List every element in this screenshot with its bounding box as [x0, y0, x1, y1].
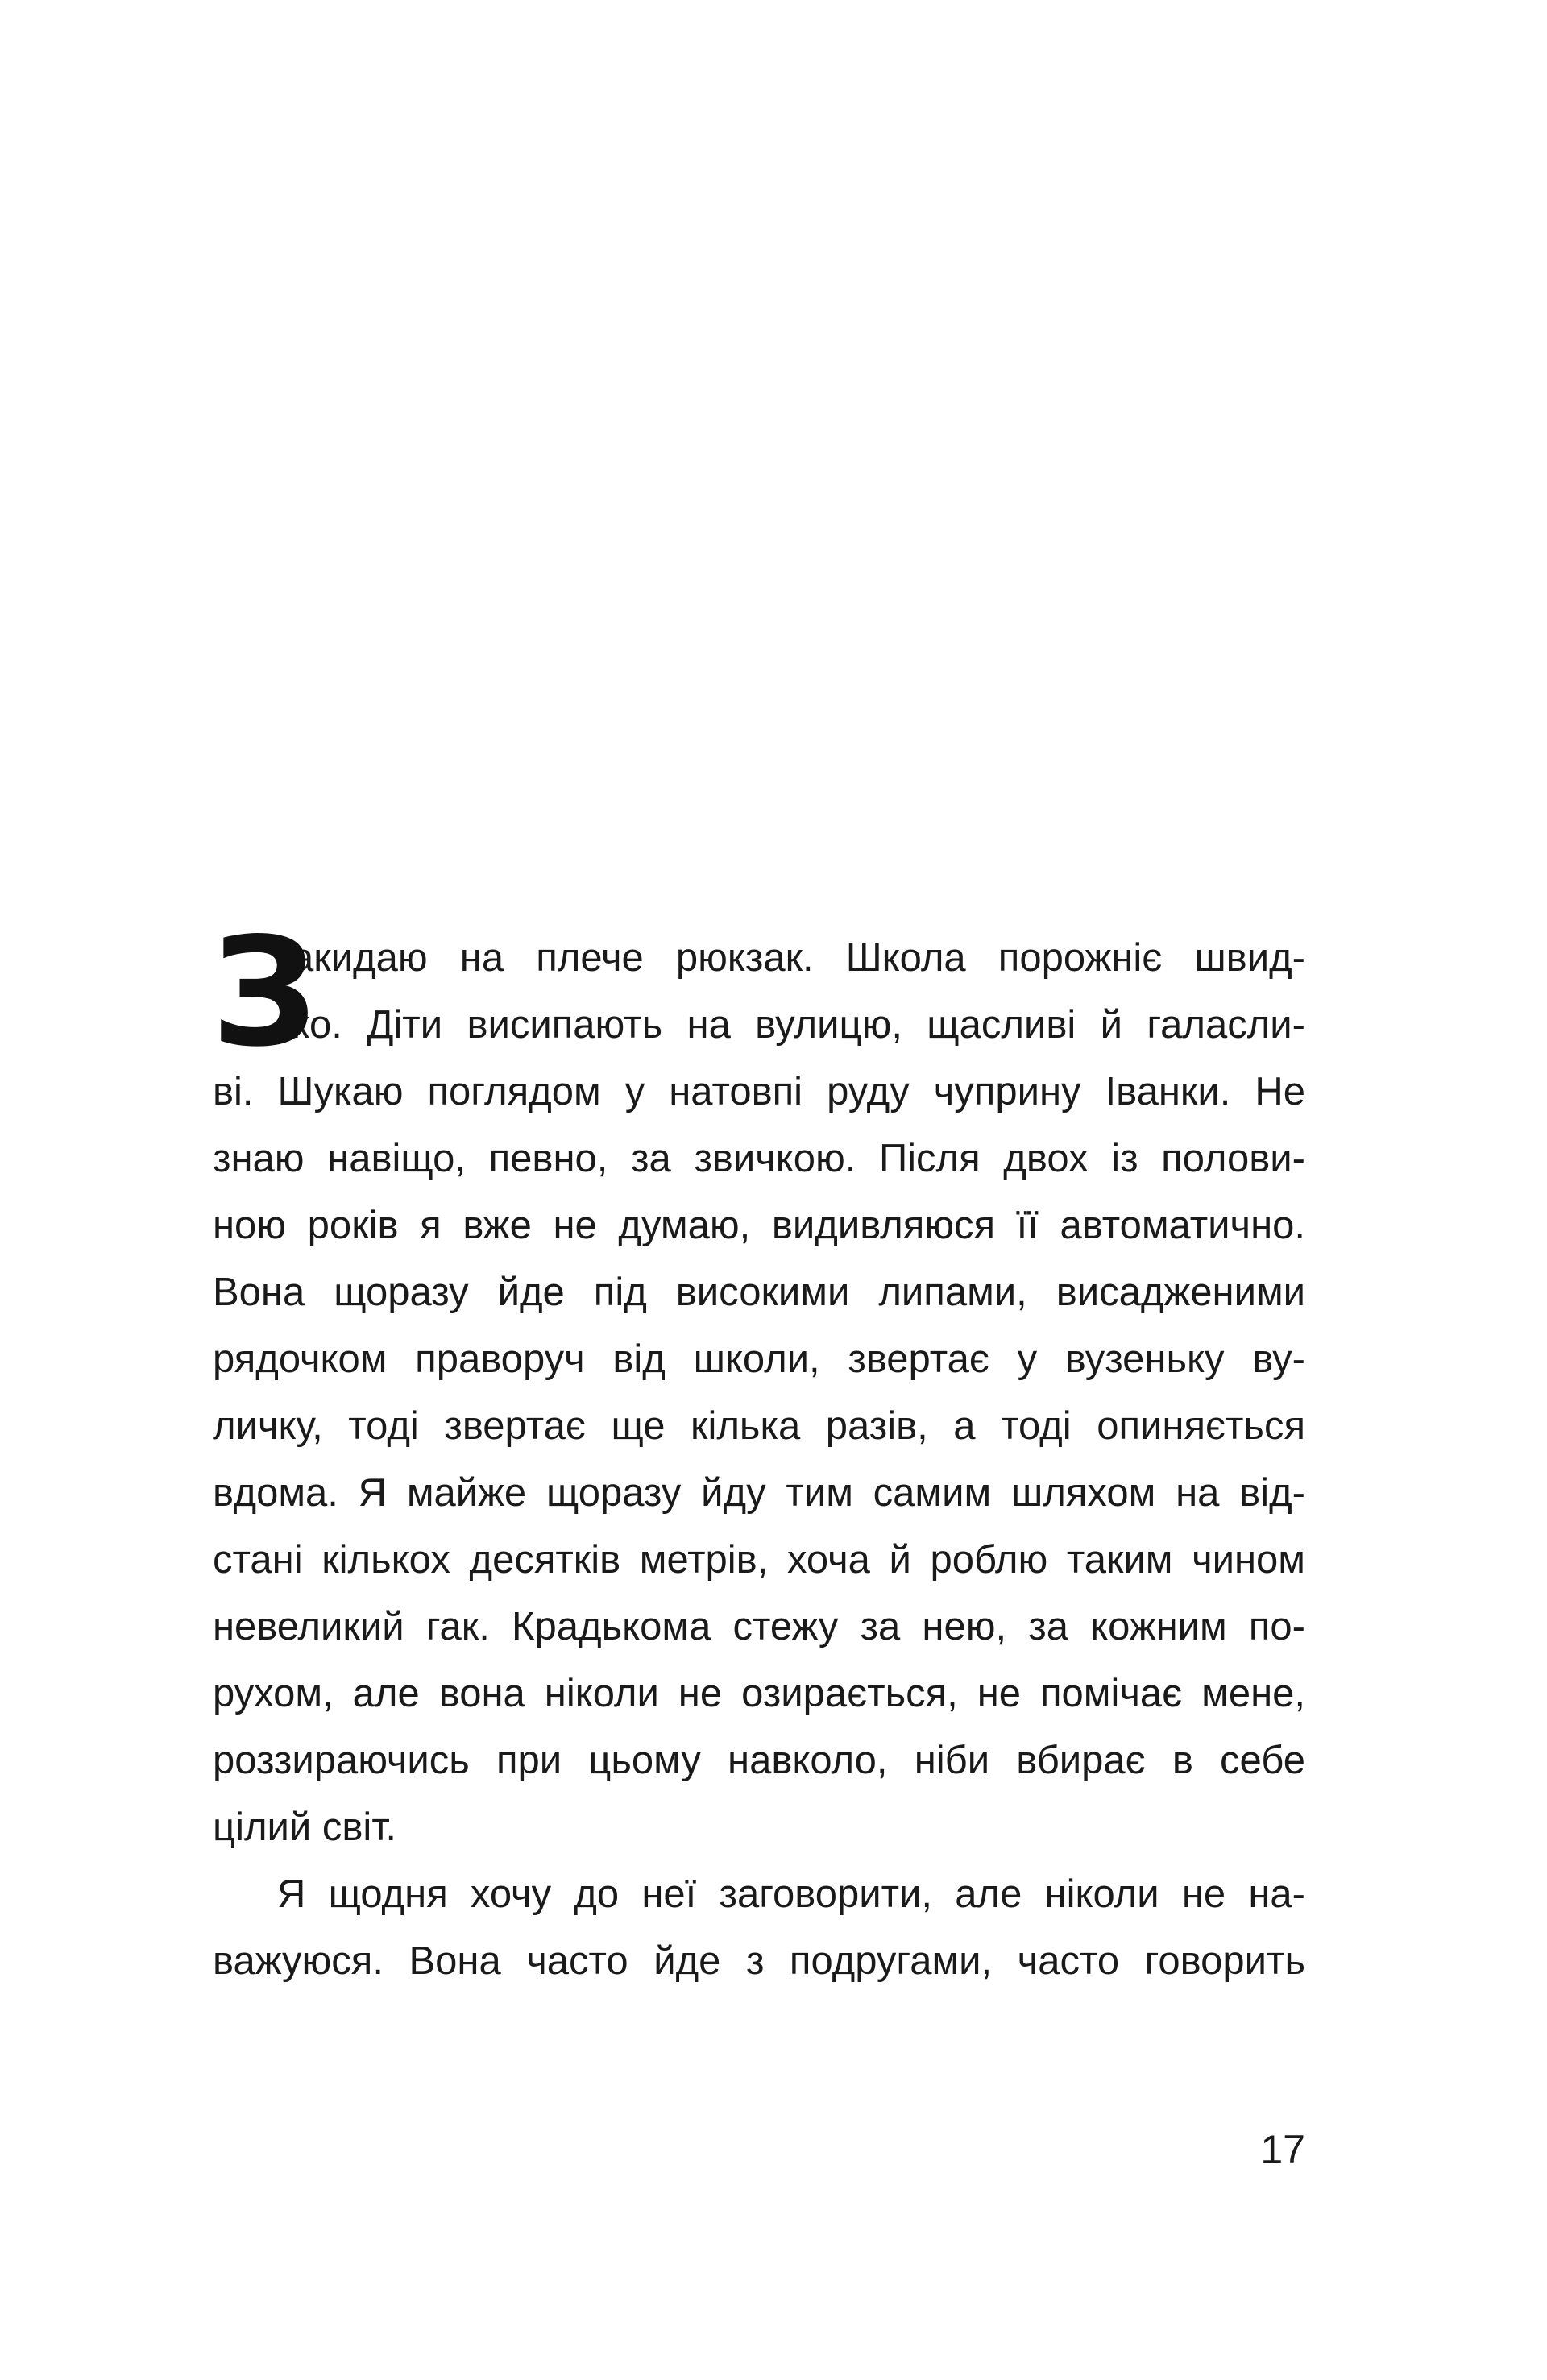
body-text [211, 905, 1305, 1995]
text-line: важуюся. Вона часто йде з подругами, часто говорить [213, 1939, 1305, 1983]
text-line: личку, тоді звертає ще кілька разів, а тоді опиняється [213, 1404, 1305, 1448]
text-line: роззираючись при цьому навколо, ніби вбирає в себе [213, 1739, 1305, 1782]
text-line: невеликий гак. Крадькома стежу за нею, за кожним по- [213, 1605, 1305, 1648]
text-line: знаю навіщо, певно, за звичкою. Після двох із полови- [213, 1137, 1305, 1180]
text-line: Вона щоразу йде під високими липами, висадженими [213, 1271, 1305, 1314]
text-line: рухом, але вона ніколи не озирається, не помічає мене, [213, 1672, 1305, 1715]
text-line: Я щодня хочу до неї заговорити, але ніколи не на- [277, 1872, 1305, 1916]
paragraph-2 [213, 1861, 1305, 1995]
text-line: рядочком праворуч від школи, звертає у вузеньку ву- [213, 1337, 1305, 1381]
text-line: ко. Діти висипають на вулицю, щасливі й галасли- [292, 1003, 1305, 1047]
text-line: ною років я вже не думаю, видивляюся її автоматично. [213, 1204, 1305, 1247]
drop-cap-letter: З [211, 905, 318, 1080]
paragraph-1 [211, 905, 1305, 1861]
text-line: акидаю на плече рюкзак. Школа порожніє швид- [292, 936, 1305, 980]
text-line: ві. Шукаю поглядом у натовпі руду чуприну Іванки. Не [213, 1070, 1305, 1113]
page-number: 17 [1260, 2127, 1305, 2172]
text-line: цілий світ. [213, 1806, 396, 1849]
text-line: вдома. Я майже щоразу йду тим самим шляхом на від- [213, 1471, 1305, 1515]
text-line: стані кількох десятків метрів, хоча й роблю таким чином [213, 1538, 1305, 1582]
